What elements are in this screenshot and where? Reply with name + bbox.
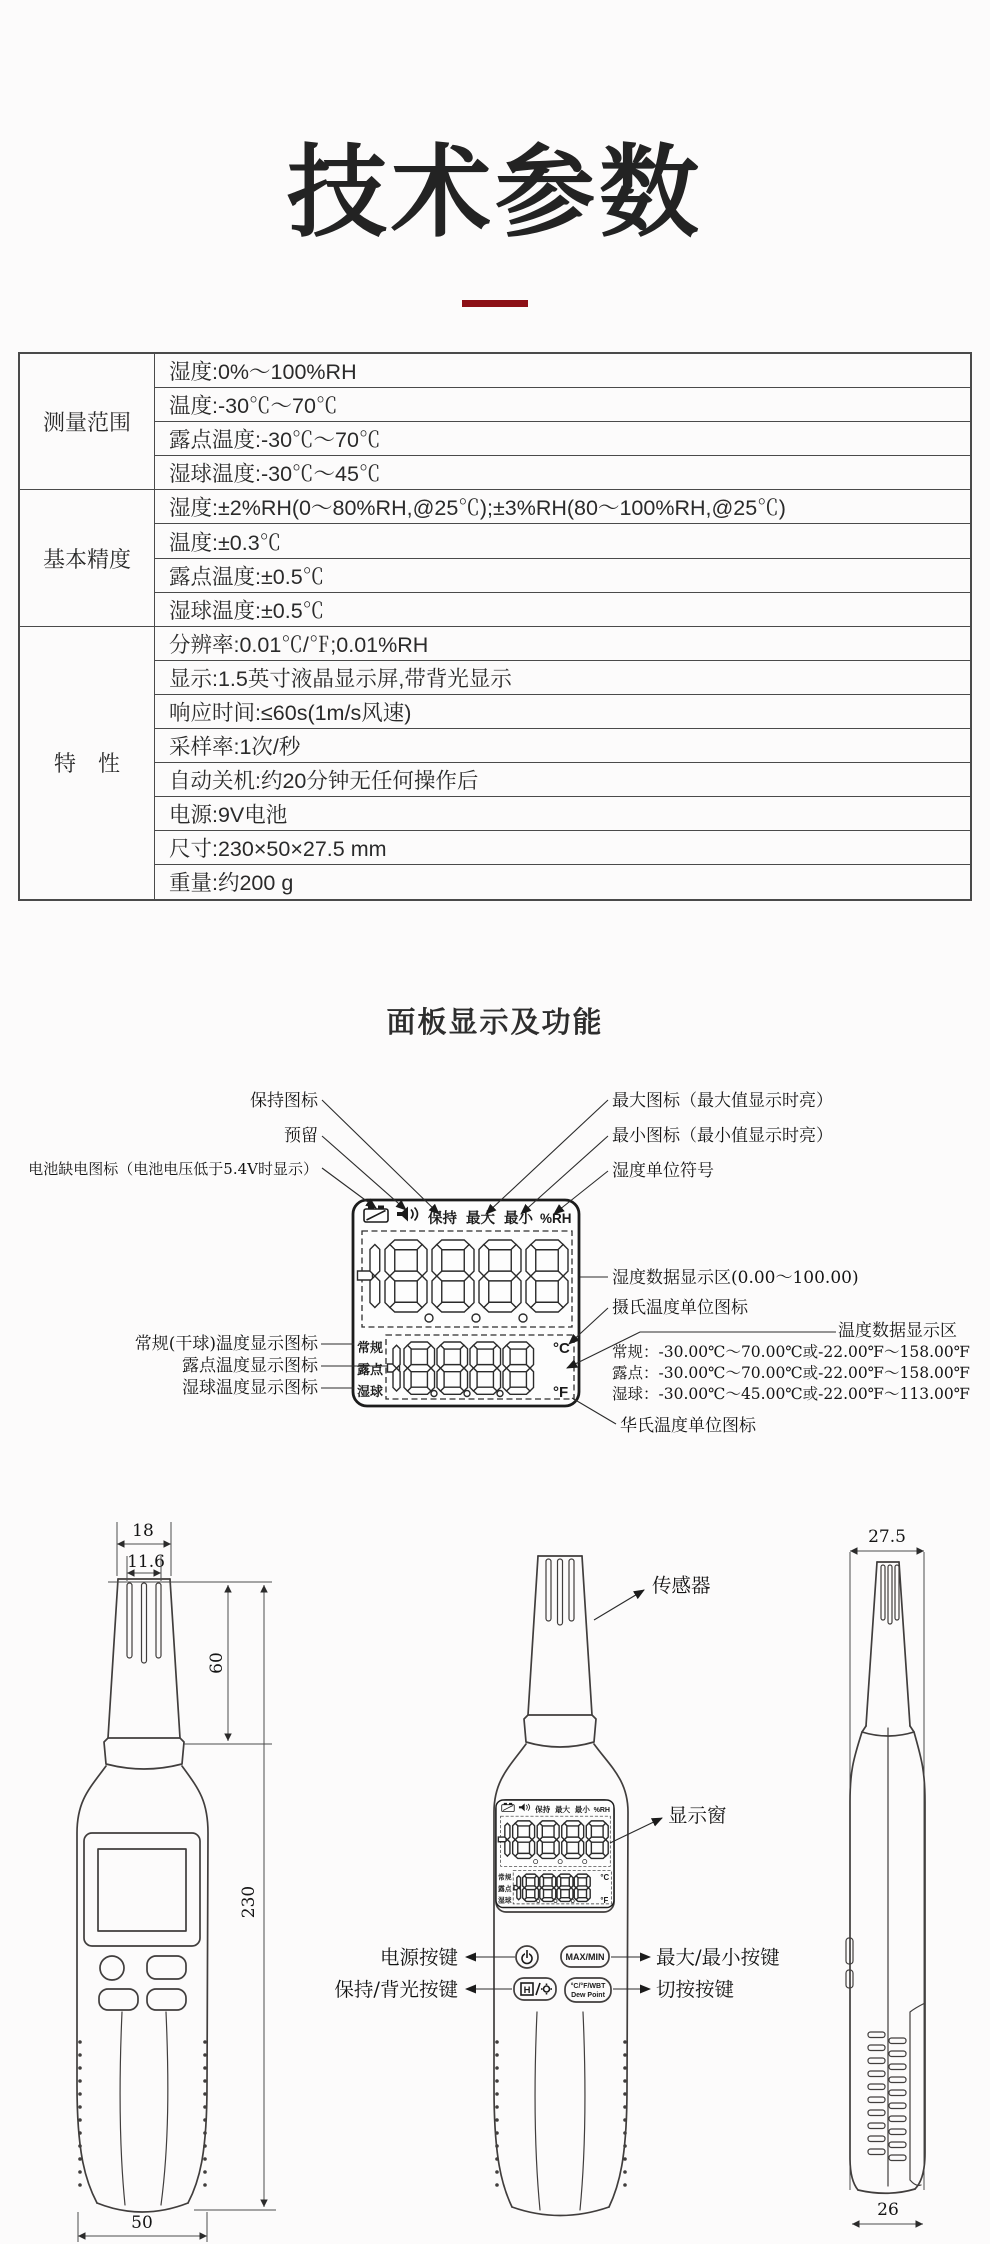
callout-hold-icon: 保持图标	[250, 1091, 318, 1111]
lcd-max-label: 最大	[466, 1211, 495, 1227]
dim-26: 26	[877, 2200, 899, 2220]
mini-lcd	[496, 1800, 614, 1908]
dim-60: 60	[207, 1652, 227, 1674]
backlight-sun-icon	[541, 1984, 552, 1995]
spec-row: 显示:1.5英寸液晶显示屏,带背光显示	[155, 660, 972, 694]
lcd-panel	[353, 1200, 579, 1406]
lcd-normal-label: 常规	[357, 1340, 384, 1355]
lcd-wetbulb-label: 湿球	[357, 1384, 384, 1399]
title-divider	[462, 300, 528, 307]
callout-display-window: 显示窗	[668, 1804, 727, 1827]
panel-and-drawings	[0, 1060, 990, 2244]
lcd-fahrenheit-unit: °F	[553, 1384, 569, 1401]
svg-text:H: H	[523, 1985, 531, 1996]
lcd-celsius-unit: °C	[553, 1340, 570, 1357]
callout-range-normal: 常规：-30.00℃～70.00℃或-22.00℉～158.00℉	[612, 1343, 970, 1361]
dim-18: 18	[132, 1521, 154, 1541]
spec-row: 采样率:1次/秒	[155, 729, 972, 763]
front-view-drawing	[77, 1579, 208, 2212]
power-button-drawing	[516, 1946, 538, 1968]
callout-range-wet: 湿球：-30.00℃～45.00℃或-22.00℉～113.00℉	[612, 1385, 970, 1403]
callout-celsius-icon: 摄氏温度单位图标	[612, 1298, 748, 1318]
callout-sensor: 传感器	[652, 1574, 711, 1597]
front-view-callout-drawing	[494, 1556, 628, 2216]
spec-row: 电源:9V电池	[155, 797, 972, 831]
spec-section-label: 特 性	[19, 626, 155, 899]
callout-maxmin-button: 最大/最小按键	[656, 1946, 780, 1969]
lcd-min-label: 最小	[504, 1211, 533, 1227]
callout-min-icon: 最小图标（最小值显示时亮）	[612, 1126, 833, 1146]
side-view-drawing	[846, 1527, 925, 2224]
callout-fahrenheit-icon: 华氏温度单位图标	[620, 1416, 756, 1436]
unit-switch-button-drawing	[565, 1978, 611, 2002]
dim-27-5: 27.5	[868, 1527, 906, 1547]
hold-backlight-button-drawing	[514, 1978, 556, 2000]
panel-section-title: 面板显示及功能	[386, 1007, 604, 1039]
callout-temp-area: 温度数据显示区	[838, 1321, 957, 1341]
lcd-hold-label: 保持	[428, 1211, 457, 1227]
spec-row: 温度:-30℃～70℃	[155, 388, 972, 422]
spec-row: 湿球温度:±0.5℃	[155, 592, 972, 626]
dim-11-6: 11.6	[127, 1552, 165, 1572]
dim-50: 50	[131, 2213, 153, 2233]
spec-row: 露点温度:-30℃～70℃	[155, 422, 972, 456]
spec-row: 响应时间:≤60s(1m/s风速)	[155, 694, 972, 728]
spec-row: 自动关机:约20分钟无任何操作后	[155, 763, 972, 797]
page-title: 技术参数	[287, 137, 703, 249]
callout-rh-symbol: 湿度单位符号	[612, 1161, 714, 1181]
callout-range-dew: 露点：-30.00℃～70.00℃或-22.00℉～158.00℉	[612, 1364, 970, 1382]
callout-hold-backlight-button: 保持/背光按键	[334, 1978, 458, 2001]
spec-row: 露点温度:±0.5℃	[155, 558, 972, 592]
maxmin-button-drawing	[561, 1946, 609, 1967]
callout-power-button: 电源按键	[379, 1946, 458, 1969]
lcd-rh-unit: %RH	[540, 1211, 572, 1226]
spec-row: 分辨率:0.01℃/℉;0.01%RH	[155, 626, 972, 660]
spec-row: 湿度:±2%RH(0～80%RH,@25℃);±3%RH(80～100%RH,@25℃)	[155, 490, 972, 524]
svg-text:MAX/MIN: MAX/MIN	[565, 1952, 605, 1962]
callout-dew-icon: 露点温度显示图标	[182, 1356, 318, 1376]
spec-section-label: 基本精度	[19, 490, 155, 626]
callout-reserved: 预留	[284, 1126, 318, 1146]
spec-row: 温度:±0.3℃	[155, 524, 972, 558]
spec-row: 湿球温度:-30℃～45℃	[155, 456, 972, 490]
callout-battery-icon: 电池缺电图标（电池电压低于5.4V时显示）	[28, 1160, 318, 1178]
callout-max-icon: 最大图标（最大值显示时亮）	[612, 1091, 833, 1111]
dim-230: 230	[239, 1885, 259, 1919]
spec-section-label: 测量范围	[19, 353, 155, 490]
lcd-dewpoint-label: 露点	[357, 1362, 384, 1377]
callout-normal-icon: 常规(干球)温度显示图标	[134, 1334, 318, 1354]
spec-table	[18, 352, 972, 901]
callout-wet-icon: 湿球温度显示图标	[182, 1378, 318, 1398]
callout-switch-button: 切按按键	[656, 1978, 735, 2001]
callout-rh-area: 湿度数据显示区(0.00～100.00)	[612, 1268, 859, 1288]
svg-text:Dew Point: Dew Point	[571, 1992, 605, 1999]
spec-row: 尺寸:230×50×27.5 mm	[155, 831, 972, 865]
spec-row: 重量:约200 g	[155, 865, 972, 900]
spec-row: 湿度:0%～100%RH	[155, 353, 972, 388]
dimension-lines	[78, 1521, 276, 2242]
svg-text:°C/°F/WBT: °C/°F/WBT	[570, 1983, 606, 1990]
battery-cover-vents	[868, 2032, 906, 2161]
